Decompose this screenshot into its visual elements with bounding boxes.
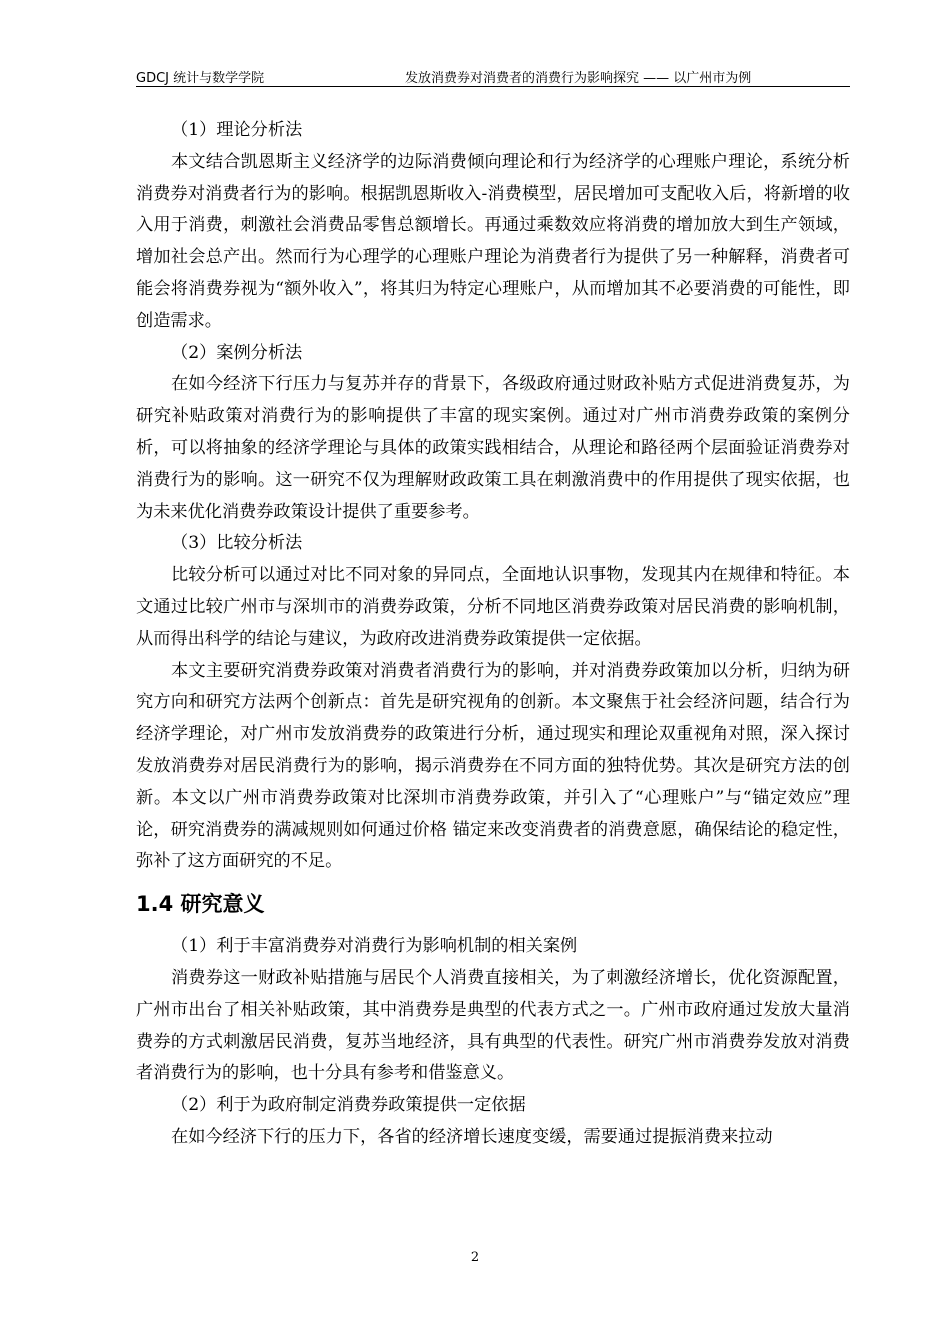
significance-2-title: （2）利于为政府制定消费券政策提供一定依据 <box>171 1095 526 1116</box>
method-2-title: （2）案例分析法 <box>171 342 303 363</box>
header-institution: GDCJ 统计与数学学院 <box>136 71 265 86</box>
page-number: 2 <box>470 1250 480 1265</box>
significance-1-paragraph: 消费券这一财政补贴措施与居民个人消费直接相关，为了刺激经济增长，优化资源配置，广州市出台了相关补贴政策，其中消费券是典型的代表方式之一。广州市政府通过发放大量消费券的方式刺激居民消费，复苏当地经济，具有典型的代表性。研究广州市消费券发放对消费者消费行为的影响，也十分具有参考和借鉴意义。 <box>136 967 850 1084</box>
significance-2-paragraph: 在如今经济下行的压力下，各省的经济增长速度变缓，需要通过提振消费来拉动 <box>171 1126 773 1147</box>
section-heading-significance: 1.4 研究意义 <box>136 892 265 917</box>
method-3-title: （3）比较分析法 <box>171 533 303 554</box>
running-header <box>136 64 850 87</box>
method-2-paragraph: 在如今经济下行压力与复苏并存的背景下，各级政府通过财政补贴方式促进消费复苏，为研究补贴政策对消费行为的影响提供了丰富的现实案例。通过对广州市消费券政策的案例分析，可以将抽象的经济学理论与具体的政策实践相结合，从理论和路径两个层面验证消费券对消费行为的影响。这一研究不仅为理解财政政策工具在刺激消费中的作用提供了现实依据，也为未来优化消费券政策设计提供了重要参考。 <box>136 374 850 522</box>
significance-1-title: （1）利于丰富消费券对消费行为影响机制的相关案例 <box>171 936 578 957</box>
body-content <box>136 115 850 1154</box>
method-1-title: （1）理论分析法 <box>171 120 303 140</box>
innovation-paragraph: 本文主要研究消费券政策对消费者消费行为的影响，并对消费券政策加以分析，归纳为研究方向和研究方法两个创新点：首先是研究视角的创新。本文聚焦于社会经济问题，结合行为经济学理论，对广州市发放消费券的政策进行分析，通过现实和理论双重视角对照，深入探讨发放消费券对居民消费行为的影响，揭示消费券在不同方面的独特优势。其次是研究方法的创新。本文以广州市消费券政策对比深圳市消费券政策，并引入了“心理账户”与“锚定效应”理论，研究消费券的满减规则如何通过价格 锚定来改变消费者的消费意愿，确保结论的稳定性，弥补了这方面研究的不足。 <box>136 660 850 872</box>
method-1-paragraph: 本文结合凯恩斯主义经济学的边际消费倾向理论和行为经济学的心理账户理论，系统分析消费券对消费者行为的影响。根据凯恩斯收入-消费模型，居民增加可支配收入后，将新增的收入用于消费，刺激社会消费品零售总额增长。再通过乘数效应将消费的增加放大到生产领域，增加社会总产出。然而行为心理学的心理账户理论为消费者行为提供了另一种解释，消费者可能会将消费券视为“额外收入”，将其归为特定心理账户，从而增加其不必要消费的可能性，即创造需求。 <box>136 151 850 331</box>
method-3-paragraph: 比较分析可以通过对比不同对象的异同点，全面地认识事物，发现其内在规律和特征。本文通过比较广州市与深圳市的消费券政策，分析不同地区消费券政策对居民消费的影响机制，从而得出科学的结论与建议，为政府改进消费券政策提供一定依据。 <box>136 565 850 649</box>
header-thesis-title: 发放消费券对消费者的消费行为影响探究 —— 以广州市为例 <box>405 71 752 86</box>
